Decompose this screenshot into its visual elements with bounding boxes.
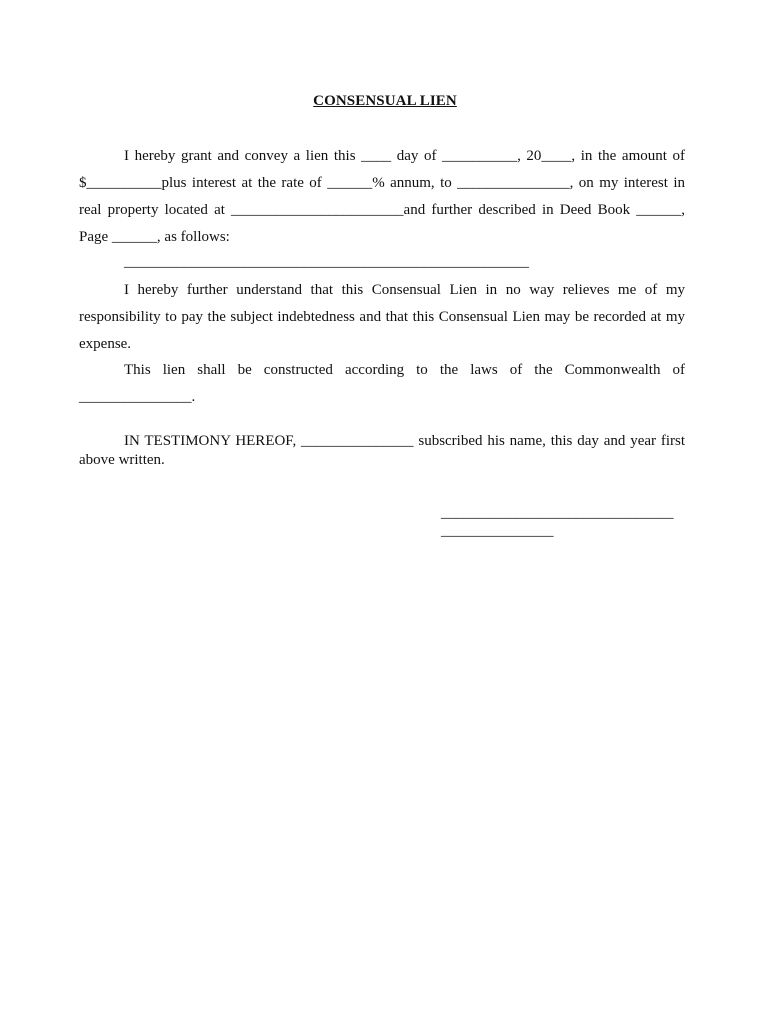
description-blank-line: ______________________________________________________ bbox=[124, 254, 529, 270]
signature-date-line: _______________ bbox=[441, 523, 554, 539]
understanding-paragraph: I hereby further understand that this Consensual Lien in no way relieves me of my responsibility to pay the subject indebtedness and that this Consensual Lien may be recorded at my expense. bbox=[79, 282, 685, 352]
governing-law-paragraph: This lien shall be constructed according to the laws of the Commonwealth of _______________. bbox=[79, 362, 685, 405]
grant-paragraph: I hereby grant and convey a lien this ____ day of __________, 20____, in the amount of $__________plus interest at the rate of ______% annum, to _______________, on my interest in real property located at _______________________and further described in Deed Book ______, Page ______, as follows: bbox=[79, 148, 685, 245]
testimony-paragraph: IN TESTIMONY HEREOF, _______________ subscribed his name, this day and year first above written. bbox=[79, 433, 685, 468]
document-title: CONSENSUAL LIEN bbox=[313, 93, 457, 109]
signature-line: _______________________________ bbox=[441, 505, 674, 521]
